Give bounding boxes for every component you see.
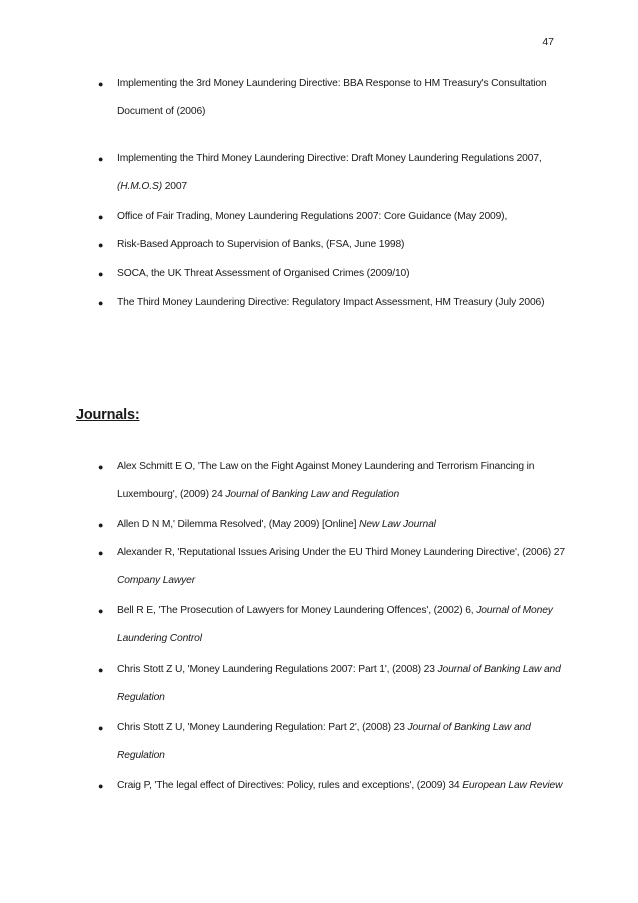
item-text: The Third Money Laundering Directive: Regulatory Impact Assessment, HM Treasury (July 2006) xyxy=(117,297,545,308)
item-italic: New Law Journal xyxy=(359,519,436,530)
item-text: Craig P, 'The legal effect of Directives: Policy, rules and exceptions', (2009) 34 xyxy=(117,780,463,791)
list-item xyxy=(98,70,565,126)
item-text-after: 2007 xyxy=(161,181,188,192)
page-number: 47 xyxy=(542,36,554,48)
bullet-icon: ● xyxy=(98,154,104,164)
item-text: Chris Stott Z U, 'Money Laundering Regulations 2007: Part 1', (2008) 23 xyxy=(117,664,438,675)
list-item xyxy=(98,772,565,800)
list-item xyxy=(98,260,565,288)
item-text: Alexander R, 'Reputational Issues Arising Under the EU Third Money Laundering Directive', (2006) 27 xyxy=(117,547,565,558)
item-text: Allen D N M,' Dilemma Resolved', (May 2009) [Online] xyxy=(117,519,360,530)
bullet-icon: ● xyxy=(98,240,104,250)
item-text: Risk-Based Approach to Supervision of Banks, (FSA, June 1998) xyxy=(117,239,405,250)
bullet-icon: ● xyxy=(98,548,104,558)
item-text: Implementing the 3rd Money Laundering Directive: BBA Response to HM Treasury's Consultation Document of (2006) xyxy=(117,78,547,117)
list-item xyxy=(98,597,565,653)
item-text: Implementing the Third Money Laundering Directive: Draft Money Laundering Regulations 2007, xyxy=(117,153,542,164)
list-item xyxy=(98,145,565,201)
bullet-icon: ● xyxy=(98,462,104,472)
item-italic: Journal of Money Laundering Control xyxy=(117,605,553,644)
bullet-icon: ● xyxy=(98,606,104,616)
item-text: SOCA, the UK Threat Assessment of Organised Crimes (2009/10) xyxy=(117,268,410,279)
item-italic: Journal of Banking Law and Regulation xyxy=(225,489,400,500)
item-text: Alex Schmitt E O, 'The Law on the Fight Against Money Laundering and Terrorism Financing in Luxembourg', (2009) 24 xyxy=(117,461,535,500)
item-italic: European Law Review xyxy=(462,780,563,791)
bullet-icon: ● xyxy=(98,781,104,791)
item-italic: Company Lawyer xyxy=(117,575,196,586)
item-text: Office of Fair Trading, Money Laundering Regulations 2007: Core Guidance (May 2009), xyxy=(117,211,508,222)
bullet-icon: ● xyxy=(98,79,104,89)
item-italic: Journal of Banking Law and Regulation xyxy=(117,722,531,761)
item-italic: Journal of Banking Law and Regulation xyxy=(117,664,561,703)
bullet-icon: ● xyxy=(98,665,104,675)
bullet-icon: ● xyxy=(98,212,104,222)
item-italic: (H.M.O.S) xyxy=(117,181,162,192)
list-item xyxy=(98,453,565,509)
bullet-icon: ● xyxy=(98,723,104,733)
bullet-icon: ● xyxy=(98,520,104,530)
list-item xyxy=(98,656,565,712)
list-item xyxy=(98,289,565,317)
list-item xyxy=(98,203,565,231)
bullet-icon: ● xyxy=(98,269,104,279)
journals-heading: Journals: xyxy=(76,407,140,423)
list-item xyxy=(98,511,565,539)
item-text: Chris Stott Z U, 'Money Laundering Regulation: Part 2', (2008) 23 xyxy=(117,722,408,733)
list-item xyxy=(98,539,565,595)
list-item xyxy=(98,231,565,259)
bullet-icon: ● xyxy=(98,298,104,308)
list-item xyxy=(98,714,565,770)
item-text: Bell R E, 'The Prosecution of Lawyers for Money Laundering Offences', (2002) 6, xyxy=(117,605,477,616)
